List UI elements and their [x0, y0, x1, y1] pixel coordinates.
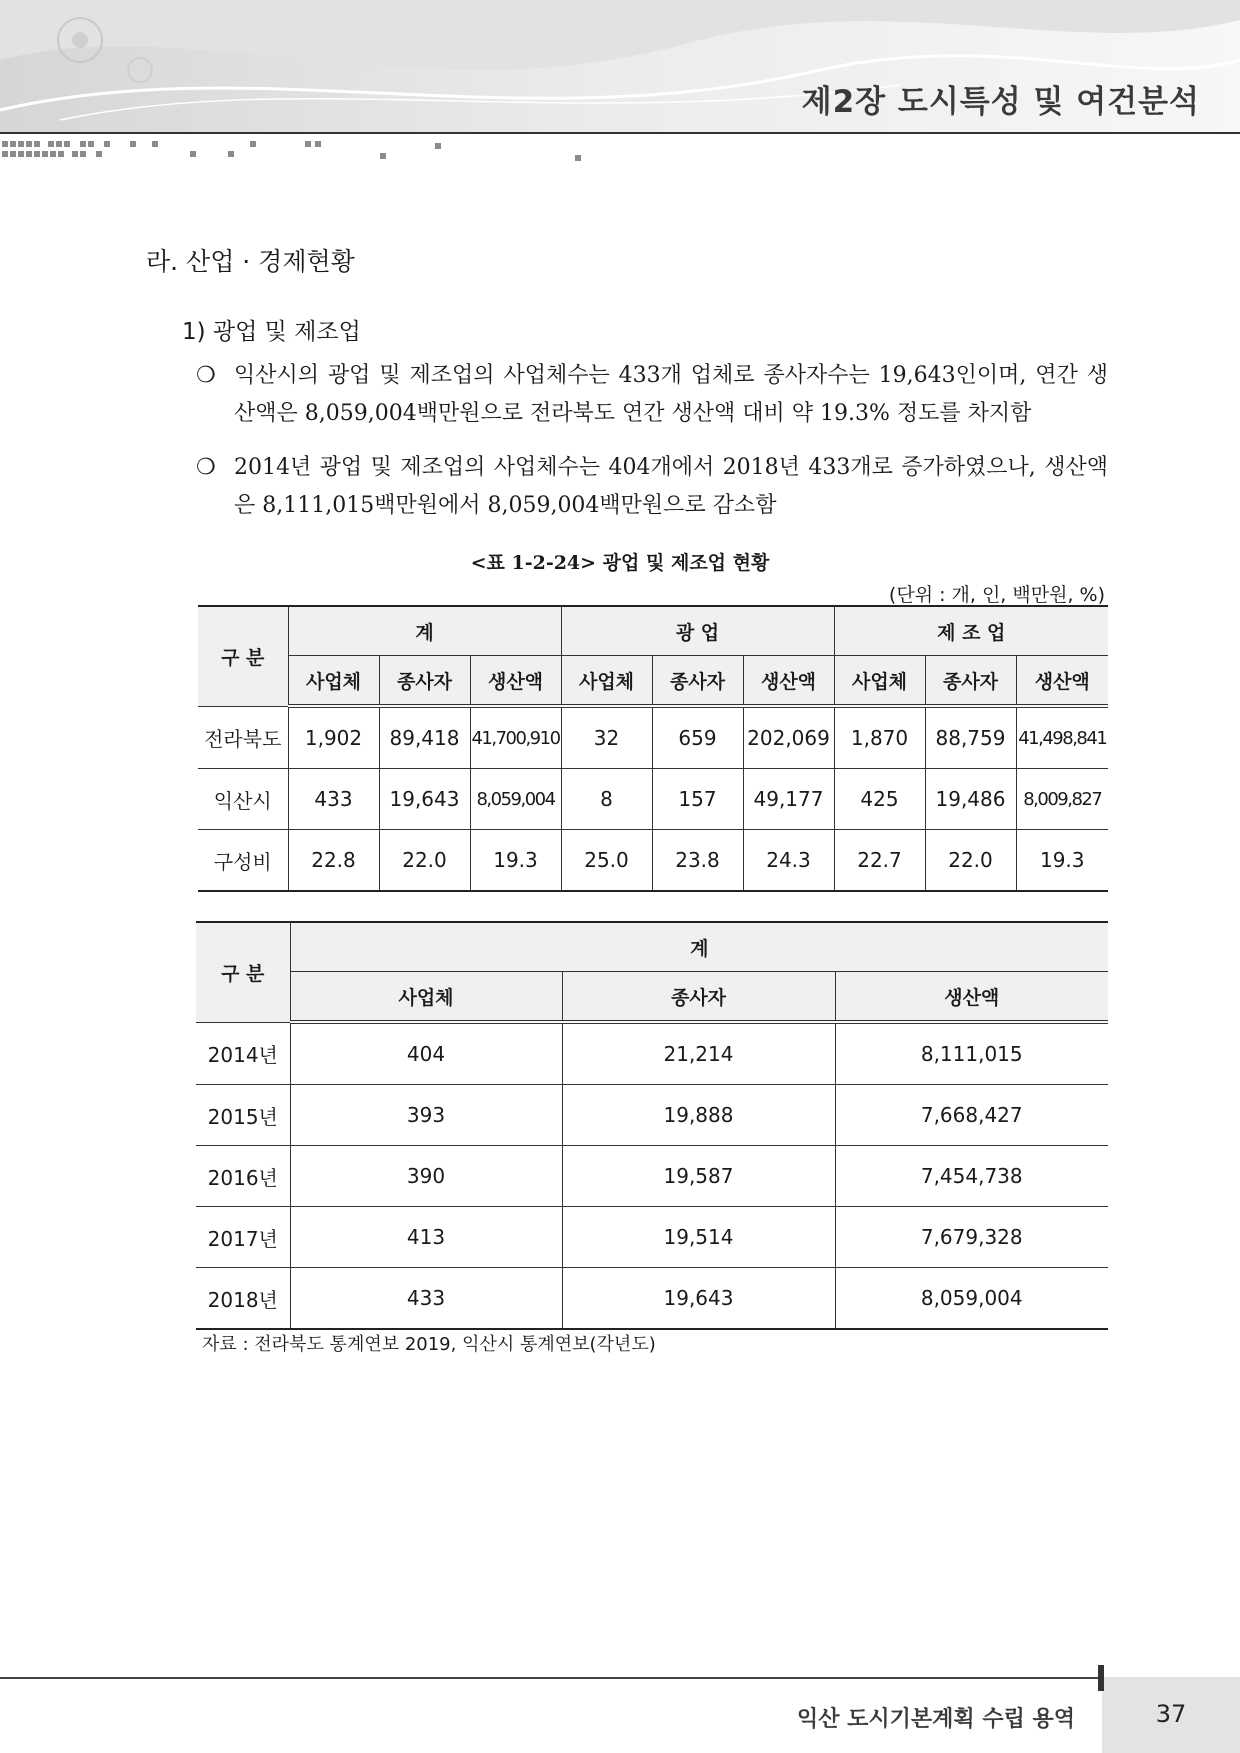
footer-marker — [1098, 1665, 1104, 1691]
row-label: 2015년 — [196, 1085, 290, 1146]
table-cell: 23.8 — [652, 830, 743, 892]
group-header-mining: 광 업 — [561, 606, 834, 656]
section-heading: 라. 산업 · 경제현황 — [146, 247, 355, 276]
table-cell: 41,700,910 — [470, 706, 561, 769]
row-label: 2014년 — [196, 1022, 290, 1085]
table-corner-header: 구 분 — [196, 922, 290, 1022]
table-cell: 22.7 — [834, 830, 925, 892]
header-rule — [0, 132, 1240, 134]
header-dot-pattern — [0, 139, 620, 165]
table-cell: 433 — [290, 1268, 562, 1330]
table-cell: 1,902 — [288, 706, 379, 769]
page-number: 37 — [1155, 1700, 1187, 1728]
table-cell: 390 — [290, 1146, 562, 1207]
table-cell: 19,888 — [562, 1085, 835, 1146]
yearly-trend-table — [196, 921, 1108, 1330]
table-cell: 8,111,015 — [835, 1022, 1108, 1085]
bullet-mark: ❍ — [196, 455, 216, 480]
table-cell: 425 — [834, 769, 925, 830]
group-header-total: 계 — [288, 606, 561, 656]
column-header: 생산액 — [1016, 656, 1108, 707]
table-cell: 433 — [288, 769, 379, 830]
table-cell: 19.3 — [470, 830, 561, 892]
group-header-manufacturing: 제 조 업 — [834, 606, 1108, 656]
data-source-note: 자료 : 전라북도 통계연보 2019, 익산시 통계연보(각년도) — [202, 1334, 656, 1355]
column-header: 종사자 — [652, 656, 743, 707]
table-row — [196, 1022, 1108, 1085]
table-row — [198, 830, 1108, 892]
column-header: 생산액 — [743, 656, 834, 707]
column-header: 종사자 — [562, 972, 835, 1023]
table-cell: 25.0 — [561, 830, 652, 892]
table-row — [196, 1146, 1108, 1207]
table-cell: 7,668,427 — [835, 1085, 1108, 1146]
table-row — [196, 1207, 1108, 1268]
column-header: 생산액 — [470, 656, 561, 707]
table-unit: (단위 : 개, 인, 백만원, %) — [888, 584, 1105, 606]
table-cell: 8,059,004 — [835, 1268, 1108, 1330]
table-cell: 22.8 — [288, 830, 379, 892]
row-label: 구성비 — [198, 830, 288, 892]
table-cell: 24.3 — [743, 830, 834, 892]
bullet-paragraph — [196, 357, 1108, 433]
table-cell: 8 — [561, 769, 652, 830]
column-header: 종사자 — [379, 656, 470, 707]
table-cell: 22.0 — [925, 830, 1016, 892]
column-header: 생산액 — [835, 972, 1108, 1023]
column-header: 사업체 — [288, 656, 379, 707]
row-label: 2017년 — [196, 1207, 290, 1268]
table-cell: 202,069 — [743, 706, 834, 769]
row-label: 익산시 — [198, 769, 288, 830]
table-cell: 1,870 — [834, 706, 925, 769]
column-header: 사업체 — [290, 972, 562, 1023]
footer-title: 익산 도시기본계획 수립 용역 — [796, 1707, 1075, 1732]
table-cell: 659 — [652, 706, 743, 769]
footer-rule — [0, 1677, 1100, 1679]
bullet-mark: ❍ — [196, 363, 216, 388]
chapter-title: 제2장 도시특성 및 여건분석 — [801, 84, 1200, 120]
group-header-total: 계 — [290, 922, 1108, 972]
bullet-text: 2014년 광업 및 제조업의 사업체수는 404개에서 2018년 433개로 증가하였으나, 생산액은 8,111,015백만원에서 8,059,004백만원으로 감소함 — [234, 455, 1108, 518]
table-cell: 88,759 — [925, 706, 1016, 769]
table-row — [198, 706, 1108, 769]
table-cell: 19,587 — [562, 1146, 835, 1207]
table-cell: 8,059,004 — [470, 769, 561, 830]
row-label: 전라북도 — [198, 706, 288, 769]
table-cell: 41,498,841 — [1016, 706, 1108, 769]
table-cell: 8,009,827 — [1016, 769, 1108, 830]
table-cell: 157 — [652, 769, 743, 830]
table-row — [198, 769, 1108, 830]
table-row — [196, 1268, 1108, 1330]
table-caption: <표 1-2-24> 광업 및 제조업 현황 — [470, 552, 770, 574]
row-label: 2016년 — [196, 1146, 290, 1207]
table-row — [196, 1085, 1108, 1146]
table-cell: 32 — [561, 706, 652, 769]
column-header: 사업체 — [561, 656, 652, 707]
table-cell: 19,643 — [379, 769, 470, 830]
table-cell: 404 — [290, 1022, 562, 1085]
table-cell: 393 — [290, 1085, 562, 1146]
table-corner-header: 구 분 — [198, 606, 288, 706]
bullet-text: 익산시의 광업 및 제조업의 사업체수는 433개 업체로 종사자수는 19,643인이며, 연간 생산액은 8,059,004백만원으로 전라북도 연간 생산액 대비 약 19.3% 정도를 차지함 — [234, 363, 1108, 426]
table-cell: 22.0 — [379, 830, 470, 892]
table-cell: 19.3 — [1016, 830, 1108, 892]
table-cell: 19,486 — [925, 769, 1016, 830]
table-cell: 7,679,328 — [835, 1207, 1108, 1268]
table-cell: 21,214 — [562, 1022, 835, 1085]
industry-status-table — [198, 605, 1108, 892]
table-cell: 49,177 — [743, 769, 834, 830]
table-cell: 89,418 — [379, 706, 470, 769]
table-cell: 19,514 — [562, 1207, 835, 1268]
subsection-heading: 1) 광업 및 제조업 — [182, 319, 361, 345]
bullet-paragraph — [196, 449, 1108, 525]
column-header: 종사자 — [925, 656, 1016, 707]
table-cell: 19,643 — [562, 1268, 835, 1330]
table-cell: 413 — [290, 1207, 562, 1268]
column-header: 사업체 — [834, 656, 925, 707]
row-label: 2018년 — [196, 1268, 290, 1330]
table-cell: 7,454,738 — [835, 1146, 1108, 1207]
